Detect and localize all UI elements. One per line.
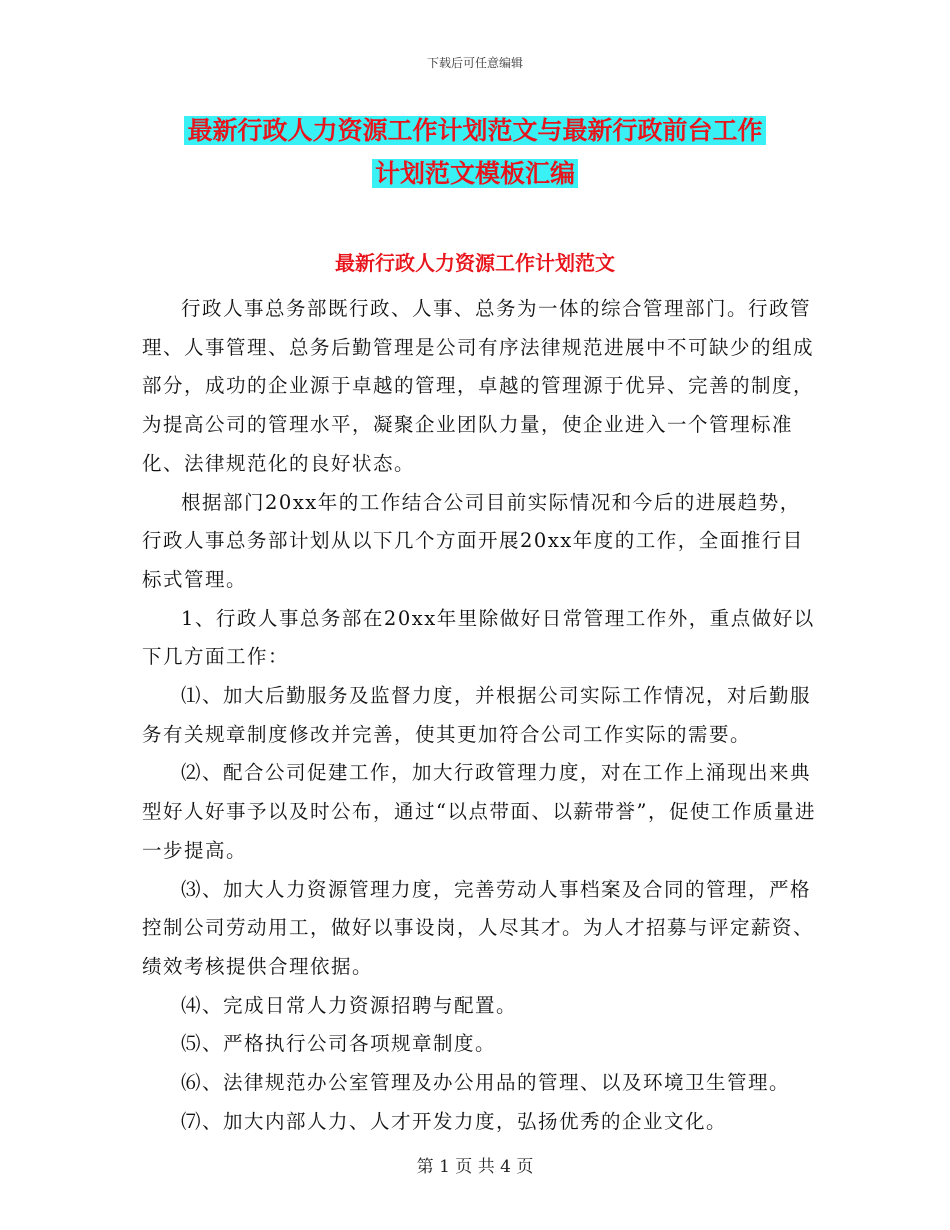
document-title-line-2 <box>0 156 950 192</box>
document-title-line-1 <box>0 113 950 149</box>
header-note: 下载后可任意编辑 <box>426 56 523 70</box>
paragraph: ⑵、配合公司促建工作，加大行政管理力度，对在工作上涌现出来典型好人好事予以及时公布，通过“以点带面、以薪带誉”，促使工作质量进一步提高。 <box>142 761 816 862</box>
paragraph: 1、行政人事总务部在20xx年里除做好日常管理工作外，重点做好以下几方面工作： <box>142 606 815 669</box>
body-text <box>142 290 817 1141</box>
paragraph: ⑷、完成日常人力资源招聘与配置。 <box>181 993 518 1017</box>
paragraph: ⑴、加大后勤服务及监督力度，并根据公司实际工作情况，对后勤服务有关规章制度修改并完善，使其更加符合公司工作实际的需要。 <box>142 684 812 746</box>
paragraph: 行政人事总务部既行政、人事、总务为一体的综合管理部门。行政管理、人事管理、总务后勤管理是公司有序法律规范进展中不可缺少的组成部分，成功的企业源于卓越的管理，卓越的管理源于优异、完善的制度，为提高公司的管理水平，凝聚企业团队力量，使企业进入一个管理标准化、法律规范化的良好状态。 <box>142 297 815 475</box>
paragraph: ⑶、加大人力资源管理力度，完善劳动人事档案及合同的管理，严格控制公司劳动用工，做好以事设岗，人尽其才。为人才招募与评定薪资、绩效考核提供合理依据。 <box>142 877 815 978</box>
paragraph: ⑸、严格执行公司各项规章制度。 <box>181 1032 497 1056</box>
page-footer: 第 1 页 共 4 页 <box>416 1157 534 1177</box>
paragraph: ⑹、法律规范办公室管理及办公用品的管理、以及环境卫生管理。 <box>181 1071 791 1095</box>
paragraph: ⑺、加大内部人力、人才开发力度，弘扬优秀的企业文化。 <box>181 1109 728 1133</box>
document-title-text-1: 最新行政人力资源工作计划范文与最新行政前台工作 <box>184 116 765 145</box>
document-title-text-2: 计划范文模板汇编 <box>372 159 578 188</box>
paragraph: 根据部门20xx年的工作结合公司目前实际情况和今后的进展趋势，行政人事总务部计划从以下几个方面开展20xx年度的工作，全面推行目标式管理。 <box>142 490 804 591</box>
section-title: 最新行政人力资源工作计划范文 <box>335 251 615 275</box>
